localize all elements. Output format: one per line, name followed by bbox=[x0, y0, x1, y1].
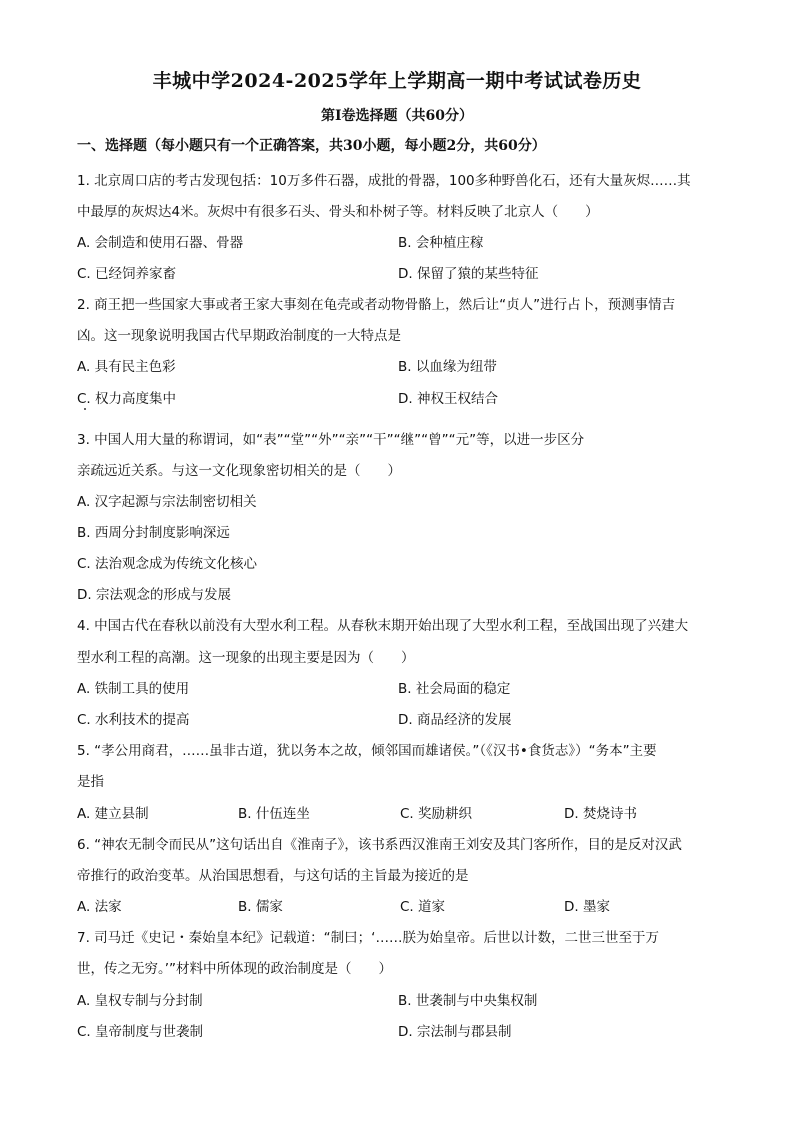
question-2-stem-line-2: 凶。这一现象说明我国古代早期政治制度的一大特点是 bbox=[77, 328, 401, 344]
question-4-stem-line-1: 4. 中国古代在春秋以前没有大型水利工程。从春秋末期开始出现了大型水利工程，至战国出现了兴建大 bbox=[77, 618, 689, 634]
question-2-option-c: C. 权力高度集中 bbox=[77, 391, 177, 407]
question-2-stem-line-1: 2. 商王把一些国家大事或者王家大事刻在龟壳或者动物骨骼上，然后让“贞人”进行占卜，预测事情吉 bbox=[77, 297, 676, 313]
question-4-option-c: C. 水利技术的提高 bbox=[77, 712, 190, 728]
question-3-option-c: C. 法治观念成为传统文化核心 bbox=[77, 556, 258, 572]
question-3-option-a: A. 汉字起源与宗法制密切相关 bbox=[77, 494, 257, 510]
question-7-option-c: C. 皇帝制度与世袭制 bbox=[77, 1024, 204, 1040]
question-2-option-a: A. 具有民主色彩 bbox=[77, 359, 176, 375]
question-4-option-b: B. 社会局面的稳定 bbox=[398, 681, 511, 697]
question-3-option-b: B. 西周分封制度影响深远 bbox=[77, 525, 230, 541]
question-4-option-a: A. 铁制工具的使用 bbox=[77, 681, 190, 697]
question-6-option-d: D. 墨家 bbox=[564, 899, 610, 915]
page-subtitle: 第Ⅰ卷选择题（共60分） bbox=[320, 108, 474, 124]
question-2-option-b: B. 以血缘为纽带 bbox=[398, 359, 497, 375]
page-title: 丰城中学2024-2025学年上学期高一期中考试试卷历史 bbox=[152, 70, 642, 92]
question-5-stem-line-2: 是指 bbox=[77, 774, 104, 790]
question-5-option-d: D. 焚烧诗书 bbox=[564, 806, 637, 822]
question-5-stem-line-1: 5. “孝公用商君，……虽非古道，犹以务本之故，倾邻国而雄诸侯。”（《汉书•食货志》）“务本”主要 bbox=[77, 743, 657, 759]
question-3-stem-line-2: 亲疏远近关系。与这一文化现象密切相关的是（ ） bbox=[77, 463, 401, 479]
question-5-option-b: B. 什伍连坐 bbox=[238, 806, 310, 822]
question-4-option-d: D. 商品经济的发展 bbox=[398, 712, 512, 728]
question-2-option-d: D. 神权王权结合 bbox=[398, 391, 498, 407]
question-5-option-c: C. 奖励耕织 bbox=[400, 806, 473, 822]
question-7-stem-line-2: 世，传之无穷。’”材料中所体现的政治制度是（ ） bbox=[77, 961, 393, 977]
stray-dot bbox=[84, 408, 86, 410]
question-1-option-c: C. 已经饲养家畜 bbox=[77, 266, 177, 282]
question-7-option-b: B. 世袭制与中央集权制 bbox=[398, 993, 538, 1009]
question-1-option-d: D. 保留了猿的某些特征 bbox=[398, 266, 539, 282]
question-6-option-a: A. 法家 bbox=[77, 899, 122, 915]
section-heading: 一、选择题（每小题只有一个正确答案，共30小题，每小题2分，共60分） bbox=[77, 138, 546, 154]
question-5-option-a: A. 建立县制 bbox=[77, 806, 149, 822]
question-3-option-d: D. 宗法观念的形成与发展 bbox=[77, 587, 231, 603]
question-7-option-d: D. 宗法制与郡县制 bbox=[398, 1024, 512, 1040]
question-4-stem-line-2: 型水利工程的高潮。这一现象的出现主要是因为（ ） bbox=[77, 650, 415, 666]
question-7-stem-line-1: 7. 司马迁《史记・秦始皇本纪》记载道：“制曰；‘……朕为始皇帝。后世以计数，二世三世至于万 bbox=[77, 930, 659, 946]
question-3-stem-line-1: 3. 中国人用大量的称谓词，如“表”“堂”“外”“亲”“干”“继”“曾”“元”等，以进一步区分 bbox=[77, 432, 585, 448]
question-1-stem-line-2: 中最厚的灰烬达4米。灰烬中有很多石头、骨头和朴树子等。材料反映了北京人（ ） bbox=[77, 204, 599, 220]
question-7-option-a: A. 皇权专制与分封制 bbox=[77, 993, 203, 1009]
question-1-option-b: B. 会种植庄稼 bbox=[398, 235, 484, 251]
question-6-option-b: B. 儒家 bbox=[238, 899, 283, 915]
question-1-stem-line-1: 1. 北京周口店的考古发现包括：10万多件石器，成批的骨器，100多种野兽化石，还有大量灰烬……其 bbox=[77, 173, 691, 189]
question-6-option-c: C. 道家 bbox=[400, 899, 446, 915]
question-1-option-a: A. 会制造和使用石器、骨器 bbox=[77, 235, 244, 251]
question-6-stem-line-2: 帝推行的政治变革。从治国思想看，与这句话的主旨最为接近的是 bbox=[77, 868, 469, 884]
question-6-stem-line-1: 6. “神农无制令而民从”这句话出自《淮南子》，该书系西汉淮南王刘安及其门客所作，目的是反对汉武 bbox=[77, 837, 682, 853]
